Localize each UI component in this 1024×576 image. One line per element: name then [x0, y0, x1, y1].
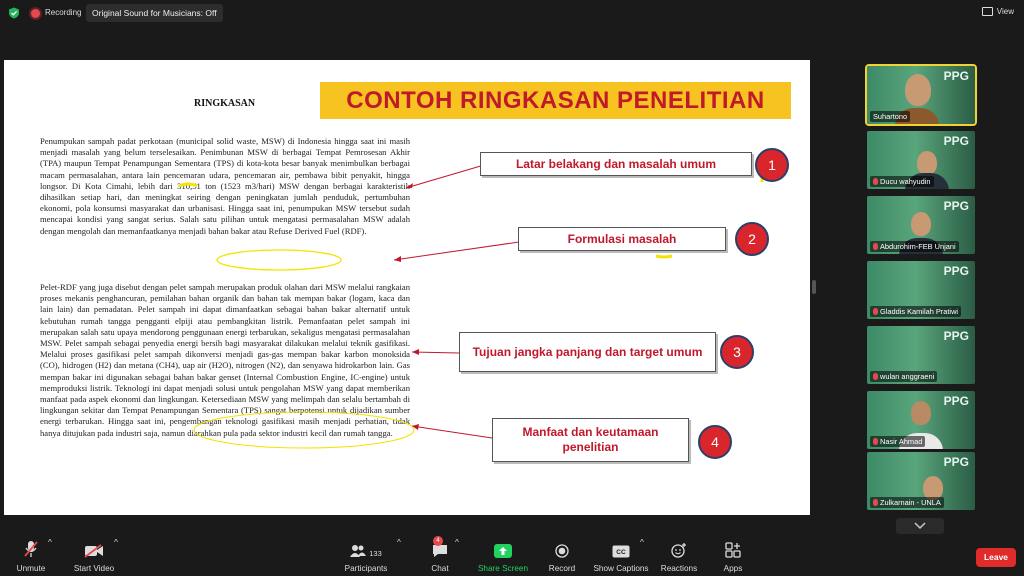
apps-icon — [725, 542, 741, 558]
participant-name: Nasir Ahmad — [870, 436, 925, 447]
share-screen-button[interactable] — [476, 538, 530, 576]
callout-number-3: 3 — [720, 335, 754, 369]
muted-mic-icon — [873, 308, 878, 315]
reactions-button[interactable] — [658, 538, 700, 576]
summary-paragraph-2: Pelet-RDF yang juga disebut dengan pelet sampah merupakan produk olahan dari MSW melalui rangkaian proses mekanis penghancuran, pemilahan bahan organik dan bahan tak mempan bakar (logam, kaca dan lain lain) dan pemadatan. Pelet sampah ini dapat dimanfaatkan sebagai bahan bakar alternatif untuk kebutuhan rumah tangga pengganti elpiji atau pembangkitan listrik. Pemanfaatan pelet sampah ini merupakan salah satu upaya mendorong penggunaan energi terbarukan, sekaligus mengatasi permasalahan MSW. Pelet sampah sebagai penyedia energi bersih bagi masyarakat dilakukan melalui teknik gasifikasi. Melalui proses gasifikasi pelet sampah dikonversi menjadi gas-gas mempan bakar karbon monoksida (CO), hidrogen (H2) dan metana (CH4), uap air (H2O), nitrogen (N2), dan senyawa hidrokarbon lain. Gas mempan bakar ini digunakan sebagai bahan bakar genset (Internal Combustion Engine, IC-engine) untuk memproduksi listrik. Teknologi ini dapat menjadi solusi untuk pengolahan MSW yang dapat memberikan manfaat pada aspek ekonomi dan lingkungan. Ketersediaan MSW yang melimpah dan selalu bertambah di lingkungan sekitar dan Tempat Penampungan Sementara (TPS) sangat berpotensi untuk dijadikan sumber energi terbarukan. Hingga saat ini, pengembangan teknologi gasifikasi masih menjadi perhatian, tidak hanya ditujukan pada industri saja, namun diarahkan pula pada sektor industri kecil dan rumah tangga. — [40, 282, 410, 438]
original-sound-toggle[interactable]: Original Sound for Musicians: Off — [86, 4, 223, 22]
participants-options-caret[interactable]: ^ — [397, 538, 401, 547]
recording-label: Recording — [45, 8, 82, 17]
callout-box-4: Manfaat dan keutamaan penelitian — [492, 418, 689, 462]
participant-tile[interactable]: PPG Zulkarnain - UNLA — [867, 452, 975, 510]
callout-number-4: 4 — [698, 425, 732, 459]
security-shield-icon[interactable] — [8, 7, 20, 19]
arrow-3 — [412, 352, 459, 353]
gallery-scroll-down-button[interactable] — [896, 518, 944, 534]
participant-name: Gladdis Kamilah Pratiwi — [870, 306, 961, 317]
record-icon — [555, 544, 569, 558]
show-captions-label: Show Captions — [593, 564, 649, 573]
participant-tile[interactable]: PPG wulan anggraeni — [867, 326, 975, 384]
participants-icon — [350, 544, 366, 558]
start-video-button[interactable] — [68, 538, 120, 576]
captions-icon — [612, 545, 630, 558]
captions-options-caret[interactable]: ^ — [640, 538, 644, 547]
participant-name: Abdurohim-FEB Unjani — [870, 241, 959, 252]
participant-tile[interactable]: PPG Nasir Ahmad — [867, 391, 975, 449]
unmute-button[interactable] — [10, 538, 52, 576]
chevron-down-icon — [914, 522, 926, 530]
muted-mic-icon — [873, 178, 878, 185]
callout-box-3: Tujuan jangka panjang dan target umum — [459, 332, 716, 372]
callout-box-2: Formulasi masalah — [518, 227, 726, 251]
arrow-2 — [394, 242, 519, 260]
annotation-arrows — [4, 60, 810, 515]
share-screen-icon — [494, 544, 512, 558]
participant-tile[interactable]: PPG Gladdis Kamilah Pratiwi — [867, 261, 975, 319]
summary-paragraph-1: Penumpukan sampah padat perkotaan (municipal solid waste, MSW) di Indonesia hingga saat ini masih menjadi masalah yang belum terselesaikan. Penimbunan MSW di berbagai Tempat Pemrosesan Akhir (TPA) maupun Tempat Penampungan Sementara (TPS) di kota-kota besar banyak menimbulkan berbagai macam permasalahan, antara lain pencemaran udara, pencemaran air, pembawa bibit penyakit, hingga longsor. Di Kota Cimahi, lebih dari 310,51 ton (1523 m3/hari) MSW dengan berbagai karakteristik dihasilkan setiap hari, dan meningkat seiring dengan peningkatan jumlah penduduk, pertumbuhan ekonomi, pola konsumsi masyarakat dan urbanisasi. Hingga saat ini, penumpukan MSW tersebut sudah mencapai kondisi yang sangat serius. Salah satu pilihan untuk mengatasi permasalahan MSW adalah dengan mengolah dan memanfaatkanya menjadi bahan bakar atau Refuse Derived Fuel (RDF). — [40, 136, 410, 236]
muted-microphone-icon — [24, 540, 38, 558]
reactions-smiley-icon — [671, 542, 687, 558]
recording-indicator-icon — [31, 9, 40, 18]
arrow-1 — [406, 165, 484, 188]
chat-icon — [432, 544, 448, 558]
muted-mic-icon — [873, 438, 878, 445]
view-label: View — [996, 7, 1014, 16]
chat-options-caret[interactable]: ^ — [455, 538, 459, 547]
record-label: Record — [548, 564, 576, 573]
muted-mic-icon — [873, 499, 878, 506]
participants-button[interactable] — [342, 538, 390, 576]
leave-button[interactable]: Leave — [976, 548, 1016, 567]
apps-label: Apps — [723, 564, 743, 573]
gallery-resize-handle[interactable] — [812, 280, 816, 294]
callout-number-2: 2 — [735, 222, 769, 256]
participants-count: 133 — [369, 549, 382, 558]
video-off-icon — [84, 544, 104, 558]
document-heading: RINGKASAN — [194, 98, 256, 109]
muted-mic-icon — [873, 373, 878, 380]
chat-label: Chat — [431, 564, 449, 573]
reactions-label: Reactions — [660, 564, 698, 573]
meeting-toolbar — [0, 538, 1024, 576]
callout-number-1: 1 — [755, 148, 789, 182]
chat-button[interactable] — [425, 538, 455, 576]
start-video-label: Start Video — [73, 564, 115, 573]
apps-button[interactable] — [718, 538, 748, 576]
participants-label: Participants — [344, 564, 388, 573]
audio-options-caret[interactable]: ^ — [48, 538, 52, 547]
record-button[interactable] — [545, 538, 579, 576]
svg-text:CC: CC — [616, 549, 626, 556]
participant-tile[interactable]: PPG Suhartono — [867, 66, 975, 124]
view-button[interactable] — [982, 7, 1014, 16]
slide-title: CONTOH RINGKASAN PENELITIAN — [320, 82, 791, 119]
chat-unread-badge: 4 — [433, 536, 443, 546]
participant-tile[interactable]: PPG Abdurohim-FEB Unjani — [867, 196, 975, 254]
muted-mic-icon — [873, 243, 878, 250]
participant-tile[interactable]: PPG Ducu wahyudin — [867, 131, 975, 189]
participant-name: Zulkarnain - UNLA — [870, 497, 944, 508]
shared-screen-slide — [4, 60, 810, 515]
participant-name: wulan anggraeni — [870, 371, 937, 382]
highlight-mark — [179, 184, 197, 186]
arrow-4 — [412, 426, 492, 438]
video-options-caret[interactable]: ^ — [114, 538, 118, 547]
meeting-top-bar — [0, 0, 1024, 26]
unmute-label: Unmute — [16, 564, 46, 573]
participant-name: Ducu wahyudin — [870, 176, 934, 187]
participant-name: Suhartono — [870, 111, 910, 122]
callout-box-1: Latar belakang dan masalah umum — [480, 152, 752, 176]
share-screen-label: Share Screen — [477, 564, 529, 573]
view-grid-icon — [982, 7, 993, 16]
